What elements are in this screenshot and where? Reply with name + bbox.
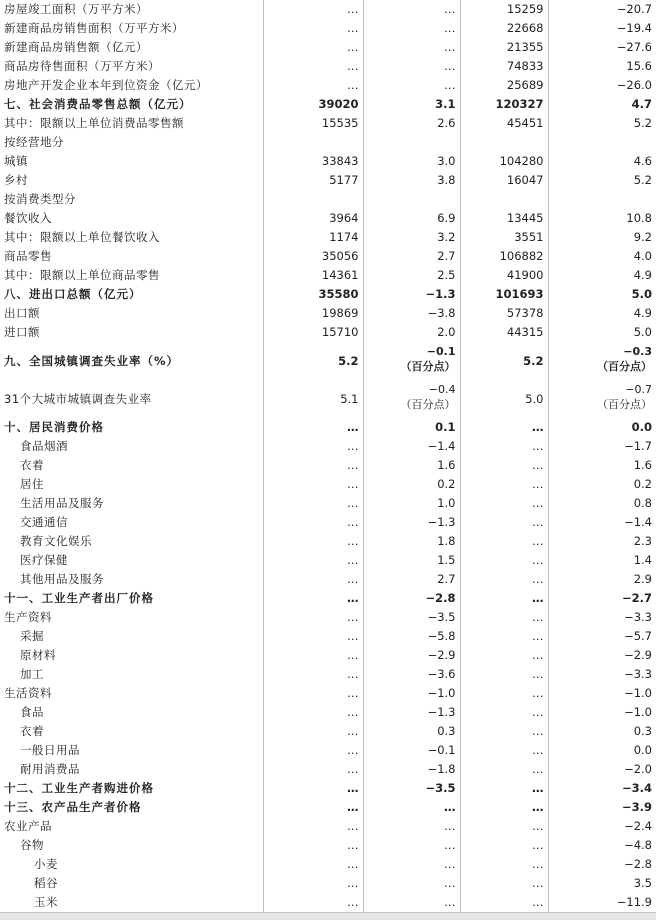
cell-c4: −2.7 xyxy=(548,589,656,608)
table-row xyxy=(0,760,656,779)
cell-c3: … xyxy=(460,684,548,703)
table-row xyxy=(0,874,656,893)
cell-value: −0.7 xyxy=(625,383,652,396)
cell-c4: −5.7 xyxy=(548,627,656,646)
cell-c4: −3.4 xyxy=(548,779,656,798)
cell-c1: 5.1 xyxy=(263,380,363,418)
cell-c2: 6.9 xyxy=(363,209,460,228)
cell-c2: 2.6 xyxy=(363,114,460,133)
row-label: 衣着 xyxy=(20,458,44,472)
cell-c4: −4.8 xyxy=(548,836,656,855)
table-row xyxy=(0,285,656,304)
cell-c3: … xyxy=(460,779,548,798)
row-label: 教育文化娱乐 xyxy=(20,534,92,548)
cell-c2: 3.8 xyxy=(363,171,460,190)
row-label: 十二、工业生产者购进价格 xyxy=(4,781,154,795)
cell-c1: … xyxy=(263,836,363,855)
cell-unit: （百分点） xyxy=(400,360,456,373)
cell-c2: … xyxy=(363,19,460,38)
cell-c3: … xyxy=(460,570,548,589)
row-label: 新建商品房销售额（亿元） xyxy=(4,40,148,54)
cell-c4: 5.0 xyxy=(548,323,656,342)
row-label: 其中：限额以上单位餐饮收入 xyxy=(4,230,160,244)
cell-c3: 21355 xyxy=(460,38,548,57)
cell-c3: … xyxy=(460,760,548,779)
cell-c4: 4.9 xyxy=(548,304,656,323)
cell-c1: … xyxy=(263,855,363,874)
cell-c2: … xyxy=(363,57,460,76)
cell-c3: … xyxy=(460,437,548,456)
cell-unit: （百分点） xyxy=(400,398,456,411)
cell-c1: … xyxy=(263,76,363,95)
cell-c3: … xyxy=(460,589,548,608)
cell-c3: 22668 xyxy=(460,19,548,38)
cell-c1: 19869 xyxy=(263,304,363,323)
cell-c4: −11.9 xyxy=(548,893,656,912)
row-label: 稻谷 xyxy=(34,876,58,890)
row-label: 生产资料 xyxy=(4,610,52,624)
cell-c2: −3.6 xyxy=(363,665,460,684)
row-label: 十、居民消费价格 xyxy=(4,420,104,434)
table-row xyxy=(0,741,656,760)
cell-c4: −3.3 xyxy=(548,665,656,684)
cell-c2: 1.6 xyxy=(363,456,460,475)
row-label: 城镇 xyxy=(4,154,28,168)
cell-c4: 9.2 xyxy=(548,228,656,247)
cell-c1: … xyxy=(263,893,363,912)
cell-c1: … xyxy=(263,475,363,494)
cell-c3: … xyxy=(460,836,548,855)
cell-c4: 2.9 xyxy=(548,570,656,589)
cell-c1: … xyxy=(263,513,363,532)
row-label: 房地产开发企业本年到位资金（亿元） xyxy=(4,78,208,92)
row-label: 衣着 xyxy=(20,724,44,738)
cell-c4: −2.8 xyxy=(548,855,656,874)
cell-c1: 14361 xyxy=(263,266,363,285)
cell-c2: −2.9 xyxy=(363,646,460,665)
cell-c4: 4.6 xyxy=(548,152,656,171)
cell-c2: … xyxy=(363,855,460,874)
cell-c2: 3.0 xyxy=(363,152,460,171)
table-row xyxy=(0,494,656,513)
cell-c3: … xyxy=(460,608,548,627)
cell-c4: 0.2 xyxy=(548,475,656,494)
cell-c4: 1.6 xyxy=(548,456,656,475)
table-row xyxy=(0,722,656,741)
cell-c2 xyxy=(363,190,460,209)
cell-c2: 1.8 xyxy=(363,532,460,551)
table-row xyxy=(0,209,656,228)
table-row xyxy=(0,152,656,171)
cell-c1: 5177 xyxy=(263,171,363,190)
cell-c2: −3.5 xyxy=(363,608,460,627)
table-row xyxy=(0,551,656,570)
cell-c4: 5.2 xyxy=(548,114,656,133)
row-label: 谷物 xyxy=(20,838,44,852)
cell-c3: … xyxy=(460,874,548,893)
cell-value: −0.3 xyxy=(623,345,652,358)
table-row xyxy=(0,703,656,722)
cell-c1: … xyxy=(263,665,363,684)
cell-c2: 3.2 xyxy=(363,228,460,247)
row-label: 耐用消费品 xyxy=(20,762,80,776)
table-row xyxy=(0,532,656,551)
cell-c2 xyxy=(363,342,460,380)
cell-c2: … xyxy=(363,798,460,817)
cell-c2 xyxy=(363,380,460,418)
table-row xyxy=(0,646,656,665)
table-row xyxy=(0,266,656,285)
row-label: 十一、工业生产者出厂价格 xyxy=(4,591,154,605)
cell-c3: … xyxy=(460,627,548,646)
cell-c1: … xyxy=(263,627,363,646)
cell-c1: 5.2 xyxy=(263,342,363,380)
cell-c4: −1.7 xyxy=(548,437,656,456)
cell-c2: 1.5 xyxy=(363,551,460,570)
table-row xyxy=(0,589,656,608)
cell-c2: 2.0 xyxy=(363,323,460,342)
cell-c4: 1.4 xyxy=(548,551,656,570)
table-row xyxy=(0,475,656,494)
cell-c2: … xyxy=(363,874,460,893)
cell-c2: 2.7 xyxy=(363,570,460,589)
table-row xyxy=(0,855,656,874)
cell-c2: … xyxy=(363,836,460,855)
cell-c3 xyxy=(460,190,548,209)
cell-c4: −1.0 xyxy=(548,703,656,722)
cell-c1: … xyxy=(263,798,363,817)
cell-c3: … xyxy=(460,703,548,722)
cell-c3: … xyxy=(460,646,548,665)
table-row xyxy=(0,798,656,817)
cell-c1: 35580 xyxy=(263,285,363,304)
cell-c2: −5.8 xyxy=(363,627,460,646)
cell-c2: −3.8 xyxy=(363,304,460,323)
cell-c3: 41900 xyxy=(460,266,548,285)
cell-c3: 15259 xyxy=(460,0,548,19)
cell-c3: 57378 xyxy=(460,304,548,323)
cell-c1: … xyxy=(263,494,363,513)
cell-c3: … xyxy=(460,665,548,684)
row-label: 乡村 xyxy=(4,173,28,187)
cell-c1: … xyxy=(263,57,363,76)
cell-c2 xyxy=(363,133,460,152)
cell-c2: −1.3 xyxy=(363,703,460,722)
row-label: 商品房待售面积（万平方米） xyxy=(4,59,160,73)
table-row xyxy=(0,627,656,646)
cell-c4: −19.4 xyxy=(548,19,656,38)
cell-c1: … xyxy=(263,646,363,665)
row-label: 出口额 xyxy=(4,306,40,320)
cell-c3: … xyxy=(460,893,548,912)
cell-c4: 5.2 xyxy=(548,171,656,190)
table-row xyxy=(0,380,656,418)
row-label: 八、进出口总额（亿元） xyxy=(4,287,142,301)
row-label: 按消费类型分 xyxy=(4,192,76,206)
table-row xyxy=(0,247,656,266)
row-label: 生活资料 xyxy=(4,686,52,700)
cell-c4 xyxy=(548,190,656,209)
cell-c1: … xyxy=(263,437,363,456)
cell-unit: （百分点） xyxy=(597,398,652,411)
cell-c2: −1.4 xyxy=(363,437,460,456)
cell-c4: −1.0 xyxy=(548,684,656,703)
cell-c3: … xyxy=(460,418,548,437)
table-row xyxy=(0,817,656,836)
cell-c1 xyxy=(263,133,363,152)
cell-c3: 106882 xyxy=(460,247,548,266)
row-label: 新建商品房销售面积（万平方米） xyxy=(4,21,184,35)
cell-c4: 0.0 xyxy=(548,418,656,437)
cell-c4 xyxy=(548,380,656,418)
row-label: 交通通信 xyxy=(20,515,68,529)
cell-c3: 13445 xyxy=(460,209,548,228)
table-row xyxy=(0,38,656,57)
row-label: 十三、农产品生产者价格 xyxy=(4,800,142,814)
cell-c4: 4.7 xyxy=(548,95,656,114)
cell-c3: 101693 xyxy=(460,285,548,304)
row-label: 其中：限额以上单位商品零售 xyxy=(4,268,160,282)
cell-c4: −2.9 xyxy=(548,646,656,665)
cell-c3: … xyxy=(460,475,548,494)
cell-c3: … xyxy=(460,741,548,760)
row-label: 食品 xyxy=(20,705,44,719)
cell-c1: … xyxy=(263,874,363,893)
cell-c3: … xyxy=(460,551,548,570)
cell-c4: 15.6 xyxy=(548,57,656,76)
cell-c2: 0.2 xyxy=(363,475,460,494)
cell-c4: −26.0 xyxy=(548,76,656,95)
row-label: 房屋竣工面积（万平方米） xyxy=(4,2,148,16)
table-row xyxy=(0,171,656,190)
cell-c2: −1.3 xyxy=(363,285,460,304)
cell-c3: … xyxy=(460,532,548,551)
table-row xyxy=(0,323,656,342)
row-label: 居住 xyxy=(20,477,44,491)
row-label: 九、全国城镇调查失业率（%） xyxy=(4,353,180,368)
cell-c1: … xyxy=(263,817,363,836)
cell-c3: 3551 xyxy=(460,228,548,247)
table-row xyxy=(0,437,656,456)
table-row xyxy=(0,19,656,38)
table-row xyxy=(0,114,656,133)
cell-c3: … xyxy=(460,798,548,817)
cell-c1: … xyxy=(263,418,363,437)
table-row xyxy=(0,76,656,95)
cell-c4: −1.4 xyxy=(548,513,656,532)
table-row xyxy=(0,779,656,798)
cell-c1: … xyxy=(263,722,363,741)
row-label: 七、社会消费品零售总额（亿元） xyxy=(4,97,192,111)
cell-c1: … xyxy=(263,760,363,779)
cell-value: −0.4 xyxy=(428,383,456,396)
cell-c4: 2.3 xyxy=(548,532,656,551)
cell-c4: −20.7 xyxy=(548,0,656,19)
cell-c4: 5.0 xyxy=(548,285,656,304)
cell-c1: … xyxy=(263,570,363,589)
cell-c1: 15535 xyxy=(263,114,363,133)
table-row xyxy=(0,133,656,152)
table-row xyxy=(0,57,656,76)
cell-c1: … xyxy=(263,551,363,570)
cell-c3: 5.0 xyxy=(460,380,548,418)
cell-c3: 25689 xyxy=(460,76,548,95)
row-label: 加工 xyxy=(20,667,44,681)
cell-c4: 0.3 xyxy=(548,722,656,741)
cell-c1: … xyxy=(263,0,363,19)
cell-c2: … xyxy=(363,0,460,19)
cell-c3: … xyxy=(460,494,548,513)
row-label: 生活用品及服务 xyxy=(20,496,104,510)
table-row xyxy=(0,836,656,855)
cell-c2: −2.8 xyxy=(363,589,460,608)
row-label: 其他用品及服务 xyxy=(20,572,104,586)
cell-c2: −3.5 xyxy=(363,779,460,798)
cell-c1: … xyxy=(263,19,363,38)
cell-c4: −27.6 xyxy=(548,38,656,57)
cell-c1: 15710 xyxy=(263,323,363,342)
cell-c1: 35056 xyxy=(263,247,363,266)
cell-c3: … xyxy=(460,855,548,874)
row-label: 进口额 xyxy=(4,325,40,339)
cell-c1: … xyxy=(263,684,363,703)
row-label: 食品烟酒 xyxy=(20,439,68,453)
cell-c1: … xyxy=(263,456,363,475)
cell-c2: … xyxy=(363,893,460,912)
cell-c3: … xyxy=(460,456,548,475)
row-label: 原材料 xyxy=(20,648,56,662)
cell-c2: −1.0 xyxy=(363,684,460,703)
cell-c4: −2.0 xyxy=(548,760,656,779)
cell-c2: 2.7 xyxy=(363,247,460,266)
table-row xyxy=(0,342,656,380)
table-row xyxy=(0,893,656,912)
cell-c1: 33843 xyxy=(263,152,363,171)
cell-c4: 4.9 xyxy=(548,266,656,285)
cell-unit: （百分点） xyxy=(597,360,652,373)
cell-c1: … xyxy=(263,741,363,760)
cell-c4: 0.0 xyxy=(548,741,656,760)
cell-c3: 16047 xyxy=(460,171,548,190)
cell-c2: 0.3 xyxy=(363,722,460,741)
cell-c3: 44315 xyxy=(460,323,548,342)
row-label: 一般日用品 xyxy=(20,743,80,757)
cell-c1: … xyxy=(263,589,363,608)
cell-c2: … xyxy=(363,817,460,836)
table-row xyxy=(0,513,656,532)
cell-c3 xyxy=(460,133,548,152)
cell-c2: 3.1 xyxy=(363,95,460,114)
row-label: 31个大城市城镇调查失业率 xyxy=(4,391,152,406)
cell-c1: 3964 xyxy=(263,209,363,228)
cell-c4: −3.3 xyxy=(548,608,656,627)
cell-c1: … xyxy=(263,38,363,57)
cell-c2: 0.1 xyxy=(363,418,460,437)
cell-c3: 5.2 xyxy=(460,342,548,380)
table-row xyxy=(0,418,656,437)
cell-c1: 1174 xyxy=(263,228,363,247)
row-label: 小麦 xyxy=(34,857,58,871)
cell-c4: 10.8 xyxy=(548,209,656,228)
table-row xyxy=(0,665,656,684)
cell-c3: … xyxy=(460,513,548,532)
table-row xyxy=(0,0,656,19)
cell-c1: … xyxy=(263,703,363,722)
cell-c4 xyxy=(548,342,656,380)
cell-c1: … xyxy=(263,779,363,798)
row-label: 农业产品 xyxy=(4,819,52,833)
row-label: 医疗保健 xyxy=(20,553,68,567)
cell-c3: 120327 xyxy=(460,95,548,114)
cell-c1 xyxy=(263,190,363,209)
cell-c2: −1.8 xyxy=(363,760,460,779)
row-label: 玉米 xyxy=(34,895,58,909)
table-row xyxy=(0,608,656,627)
cell-c4: −3.9 xyxy=(548,798,656,817)
cell-c2: −1.3 xyxy=(363,513,460,532)
cell-c3: … xyxy=(460,817,548,836)
cell-c4: 3.5 xyxy=(548,874,656,893)
cell-c1: … xyxy=(263,532,363,551)
cell-c4: −2.4 xyxy=(548,817,656,836)
cell-value: −0.1 xyxy=(426,345,456,358)
cell-c3: 74833 xyxy=(460,57,548,76)
cell-c2: … xyxy=(363,38,460,57)
cell-c1: … xyxy=(263,608,363,627)
table-row xyxy=(0,228,656,247)
table-row xyxy=(0,95,656,114)
cell-c2: … xyxy=(363,76,460,95)
row-label: 商品零售 xyxy=(4,249,52,263)
row-label: 餐饮收入 xyxy=(4,211,52,225)
cell-c2: −0.1 xyxy=(363,741,460,760)
cell-c4: 4.0 xyxy=(548,247,656,266)
row-label: 采掘 xyxy=(20,629,44,643)
cell-c4: 0.8 xyxy=(548,494,656,513)
table-row xyxy=(0,304,656,323)
cell-c2: 1.0 xyxy=(363,494,460,513)
cell-c2: 2.5 xyxy=(363,266,460,285)
table-row xyxy=(0,684,656,703)
cell-c1: 39020 xyxy=(263,95,363,114)
cell-c3: 45451 xyxy=(460,114,548,133)
cell-c4 xyxy=(548,133,656,152)
table-row xyxy=(0,570,656,589)
cell-c3: … xyxy=(460,722,548,741)
cell-c3: 104280 xyxy=(460,152,548,171)
table-row xyxy=(0,456,656,475)
table-row xyxy=(0,190,656,209)
row-label: 按经营地分 xyxy=(4,135,64,149)
row-label: 其中：限额以上单位消费品零售额 xyxy=(4,116,184,130)
